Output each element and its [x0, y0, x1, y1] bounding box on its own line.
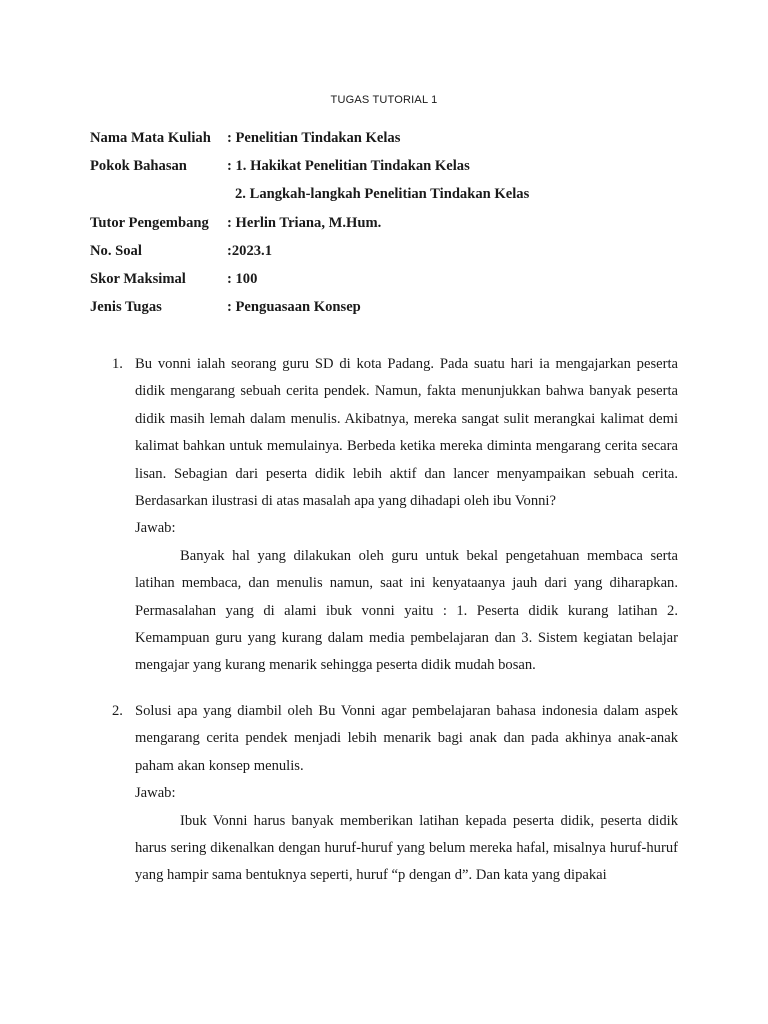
tutor-value: : Herlin Triana, M.Hum.	[227, 214, 382, 231]
soal-value: :2023.1	[227, 242, 272, 259]
question-number: 2.	[112, 703, 123, 719]
topic-value-1: : 1. Hakikat Penelitian Tindakan Kelas	[227, 158, 470, 175]
soal-row	[90, 241, 690, 269]
course-value: : Penelitian Tindakan Kelas	[227, 130, 401, 146]
question-text: Solusi apa yang diambil oleh Bu Vonni agar pembelajaran bahasa indonesia dalam aspek mengarang cerita pendek menjadi lebih menarik bagi anak dan pada akhinya anak-anak paham akan konsep menulis.	[135, 703, 678, 774]
question-text: Bu vonni ialah seorang guru SD di kota Padang. Pada suatu hari ia mengajarkan peserta didik mengarang sebuah cerita pendek. Namun, fakta menunjukkan bahwa banyak peserta didik masih lemah dalam menulis. Akibatnya, mereka sangat sulit merangkai kalimat demi kalimat bahkan untuk memulainya. Berbeda ketika mereka diminta mengarang cerita secara lisan. Sebagian dari peserta didik lebih aktif dan lancer menyampaikan sebuah cerita. Berdasarkan ilustrasi di atas masalah apa yang dihadapi oleh ibu Vonni?	[135, 356, 678, 510]
question-item	[112, 698, 678, 890]
topic-row-continued	[90, 184, 690, 212]
type-label: Jenis Tugas	[90, 299, 162, 316]
score-label: Skor Maksimal	[90, 270, 186, 287]
tutor-row	[90, 213, 690, 241]
score-row	[90, 269, 690, 297]
answer-text: Ibuk Vonni harus banyak memberikan latihan kepada peserta didik, peserta didik harus sering dikenalkan dengan huruf-huruf yang belum mereka hafal, misalnya huruf-huruf yang hampir sama bentuknya seperti, huruf “p dengan d”. Dan kata yang dipakai	[135, 812, 678, 884]
topic-row	[90, 156, 690, 184]
document-title: TUGAS TUTORIAL 1	[330, 94, 438, 106]
type-value: : Penguasaan Konsep	[227, 299, 361, 316]
answer-text: Banyak hal yang dilakukan oleh guru untuk bekal pengetahuan membaca serta latihan membaca, dan menulis namun, saat ini kenyataanya jauh dari yang diharapkan. Permasalahan yang di alami ibuk vonni yaitu : 1. Peserta didik kurang latihan 2. Kemampuan guru yang kurang dalam media pembelajaran dan 3. Sistem kegiatan belajar mengajar yang kurang menarik sehingga peserta didik mudah bosan.	[135, 547, 678, 674]
topic-label: Pokok Bahasan	[90, 158, 187, 175]
assignment-info	[90, 128, 690, 325]
tutor-label: Tutor Pengembang	[90, 214, 209, 231]
question-item	[112, 351, 678, 680]
type-row	[90, 297, 690, 325]
answer-label: Jawab:	[135, 785, 176, 802]
score-value: : 100	[227, 270, 258, 287]
course-label: Nama Mata Kuliah	[90, 130, 211, 146]
question-number: 1.	[112, 356, 123, 372]
answer-label: Jawab:	[135, 520, 176, 537]
course-row	[90, 128, 690, 156]
soal-label: No. Soal	[90, 242, 142, 259]
topic-value-2: 2. Langkah-langkah Penelitian Tindakan Kelas	[235, 186, 530, 203]
